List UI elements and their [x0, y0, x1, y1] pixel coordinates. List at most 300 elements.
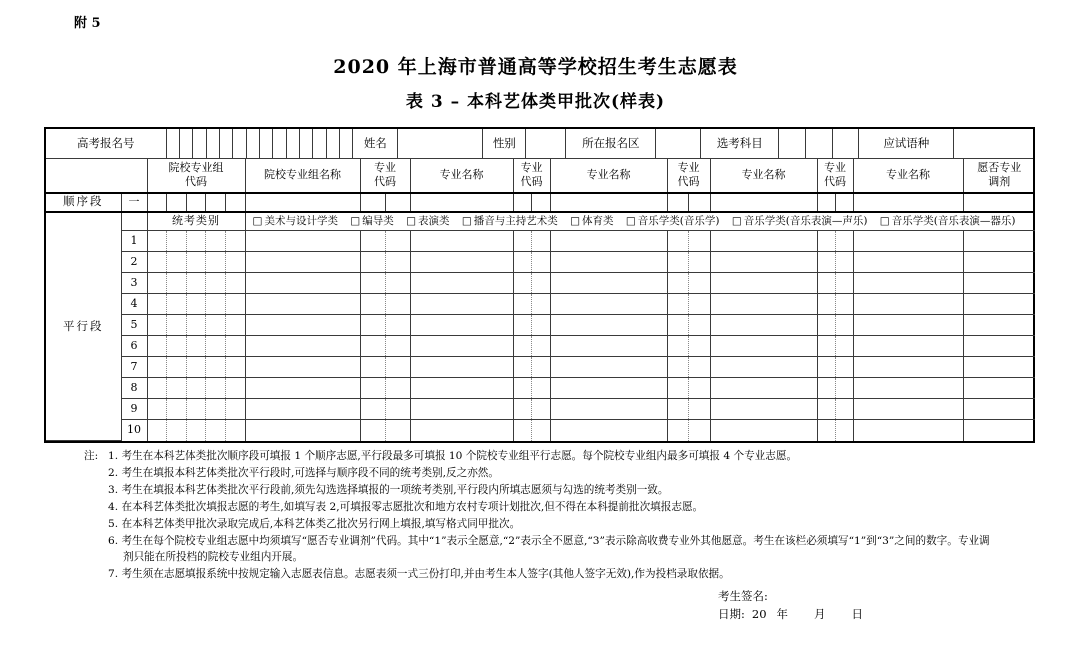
group-code-box[interactable]	[147, 231, 167, 252]
major-code-box[interactable]	[835, 252, 853, 273]
row-number: 一	[121, 193, 147, 212]
column-header-row	[46, 159, 1035, 193]
major-name-cell[interactable]	[710, 273, 817, 294]
checkbox-icon[interactable]: □	[570, 215, 581, 228]
group-name-cell[interactable]	[245, 294, 360, 315]
exam-category-option[interactable]: □ 音乐学类(音乐表演—器乐)	[879, 215, 1016, 228]
parallel-volunteer-row	[46, 357, 1035, 378]
group-name-cell[interactable]	[245, 399, 360, 420]
major-code-box[interactable]	[835, 336, 853, 357]
group-code-box[interactable]	[147, 336, 167, 357]
major-name-cell[interactable]	[410, 420, 513, 441]
major-code-box[interactable]	[689, 273, 711, 294]
group-code-box[interactable]	[206, 357, 226, 378]
exam-category-label: 统考类别	[147, 212, 245, 231]
group-name-cell[interactable]	[245, 315, 360, 336]
major-code-box[interactable]	[360, 193, 385, 212]
major-code-box[interactable]	[689, 231, 711, 252]
major-name-cell[interactable]	[710, 378, 817, 399]
reg-no-digit-box[interactable]	[193, 129, 206, 158]
major-name-cell[interactable]	[853, 273, 963, 294]
group-code-box[interactable]	[147, 420, 167, 441]
parallel-volunteer-row	[46, 399, 1035, 420]
major-name-cell[interactable]	[710, 399, 817, 420]
reg-no-digit-box[interactable]	[233, 129, 246, 158]
group-code-box[interactable]	[186, 357, 206, 378]
group-code-box[interactable]	[186, 294, 206, 315]
volunteer-grid	[46, 159, 1035, 442]
group-code-box[interactable]	[225, 336, 245, 357]
major-name-cell[interactable]	[550, 378, 667, 399]
major-code-box[interactable]	[513, 399, 532, 420]
reg-no-digit-box[interactable]	[219, 129, 232, 158]
checkbox-icon[interactable]: □	[350, 215, 361, 228]
month-char: 月	[814, 606, 826, 621]
day-char: 日	[851, 606, 864, 621]
exam-category-option[interactable]: □ 音乐学类(音乐表演—声乐)	[731, 215, 868, 228]
major-name-cell[interactable]	[550, 252, 667, 273]
major-code-box[interactable]	[532, 193, 551, 212]
volunteer-tbody	[46, 159, 1035, 441]
adjust-cell[interactable]	[963, 378, 1035, 399]
group-name-cell[interactable]	[245, 378, 360, 399]
major-code-box[interactable]	[835, 399, 853, 420]
major-code-box[interactable]	[385, 315, 410, 336]
major-code-box[interactable]	[360, 273, 385, 294]
group-code-box[interactable]	[167, 336, 187, 357]
parallel-volunteer-row	[46, 315, 1035, 336]
major-name-cell[interactable]	[410, 336, 513, 357]
row-number: 1	[121, 231, 147, 252]
major-code-box[interactable]	[689, 378, 711, 399]
parallel-volunteer-row	[46, 273, 1035, 294]
group-code-box[interactable]	[147, 399, 167, 420]
major-code-box[interactable]	[667, 231, 689, 252]
major-code-box[interactable]	[835, 315, 853, 336]
exam-category-option[interactable]: □ 播音与主持艺术类	[461, 215, 558, 228]
adjust-cell[interactable]	[963, 273, 1035, 294]
major-code-box[interactable]	[513, 231, 532, 252]
form-title: 2020 年上海市普通高等学校招生考生志愿表	[333, 56, 738, 78]
group-code-box[interactable]	[206, 399, 226, 420]
group-code-box[interactable]	[225, 357, 245, 378]
sequential-volunteer-row	[46, 193, 1035, 212]
reg-no-digit-box[interactable]	[326, 129, 339, 158]
form-subtitle: 表 3 – 本科艺体类甲批次(样表)	[405, 92, 666, 112]
major-name-cell[interactable]	[410, 315, 513, 336]
major-code-box[interactable]	[513, 294, 532, 315]
group-code-box[interactable]	[167, 273, 187, 294]
group-code-box[interactable]	[206, 420, 226, 441]
reg-no-digit-box[interactable]	[206, 129, 219, 158]
reg-no-digit-box[interactable]	[339, 129, 352, 158]
year-char: 年	[776, 606, 789, 621]
major-code-box[interactable]	[817, 336, 835, 357]
row-number: 6	[121, 336, 147, 357]
major-name-cell[interactable]	[410, 252, 513, 273]
major-name-cell[interactable]	[410, 193, 513, 212]
major-code-box[interactable]	[667, 336, 689, 357]
major-code-box[interactable]	[532, 315, 551, 336]
row-number: 5	[121, 315, 147, 336]
group-name-cell[interactable]	[245, 420, 360, 441]
major-name-cell[interactable]	[853, 193, 963, 212]
major-code-box[interactable]	[689, 399, 711, 420]
group-code-box[interactable]	[167, 231, 187, 252]
major-code-box[interactable]	[667, 252, 689, 273]
major-code-box[interactable]	[513, 193, 532, 212]
adjust-cell[interactable]	[963, 193, 1035, 212]
reg-no-digit-box[interactable]	[273, 129, 286, 158]
major-name-cell[interactable]	[410, 399, 513, 420]
group-code-box[interactable]	[186, 193, 206, 212]
major-name-cell[interactable]	[710, 294, 817, 315]
group-code-box[interactable]	[225, 273, 245, 294]
note-item: 4. 在本科艺体类批次填报志愿的考生,如填写表 2,可填报零志愿批次和地方农村专项计划批次,但不得在本科提前批次填报志愿。	[108, 500, 704, 513]
major-code-box[interactable]	[360, 357, 385, 378]
major-code-box[interactable]	[835, 273, 853, 294]
major-name-cell[interactable]	[550, 294, 667, 315]
major-code-box[interactable]	[532, 294, 551, 315]
group-name-cell[interactable]	[245, 231, 360, 252]
major-code-box[interactable]	[532, 399, 551, 420]
major-code-box[interactable]	[835, 378, 853, 399]
major-code-box[interactable]	[817, 420, 835, 441]
attachment-label: 附 5	[74, 16, 101, 31]
group-code-box[interactable]	[225, 294, 245, 315]
major-name-cell[interactable]	[853, 294, 963, 315]
major-code-box[interactable]	[385, 357, 410, 378]
major-name-cell[interactable]	[410, 273, 513, 294]
parallel-volunteer-row	[46, 252, 1035, 273]
major-name-cell[interactable]	[550, 357, 667, 378]
notes	[84, 448, 992, 583]
major-code-box[interactable]	[360, 420, 385, 441]
major-name-cell[interactable]	[550, 231, 667, 252]
reg-no-digit-box[interactable]	[299, 129, 312, 158]
major-name-cell[interactable]	[710, 336, 817, 357]
major-name-cell[interactable]	[710, 357, 817, 378]
major-code-box[interactable]	[532, 420, 551, 441]
group-name-cell[interactable]	[245, 252, 360, 273]
group-code-box[interactable]	[206, 193, 226, 212]
row-number: 10	[121, 420, 147, 441]
date-label: 日期:	[718, 606, 745, 621]
major-code-box[interactable]	[667, 399, 689, 420]
group-code-box[interactable]	[167, 378, 187, 399]
major-code-box[interactable]	[835, 193, 853, 212]
adjust-cell[interactable]	[963, 315, 1035, 336]
major-code-box[interactable]	[385, 193, 410, 212]
note-item: 2. 考生在填报本科艺体类批次平行段时,可选择与顺序段不同的统考类别,反之亦然。	[108, 466, 499, 479]
checkbox-icon[interactable]: □	[625, 215, 636, 228]
group-code-box[interactable]	[186, 378, 206, 399]
major-name-cell[interactable]	[710, 252, 817, 273]
group-code-box[interactable]	[147, 273, 167, 294]
parallel-volunteer-row	[46, 378, 1035, 399]
group-code-box[interactable]	[167, 399, 187, 420]
major-code-box[interactable]	[817, 193, 835, 212]
adjust-cell[interactable]	[963, 399, 1035, 420]
section-label-sequential: 顺序段	[46, 193, 121, 212]
major-code-box[interactable]	[667, 193, 689, 212]
major-name-cell[interactable]	[853, 399, 963, 420]
major-code-box[interactable]	[817, 252, 835, 273]
group-code-box[interactable]	[167, 252, 187, 273]
exam-category-option[interactable]: □ 表演类	[406, 215, 450, 228]
group-name-cell[interactable]	[245, 193, 360, 212]
major-code-box[interactable]	[835, 357, 853, 378]
major-code-box[interactable]	[360, 252, 385, 273]
checkbox-icon[interactable]: □	[461, 215, 472, 228]
checkbox-icon[interactable]: □	[879, 215, 890, 228]
adjust-cell[interactable]	[963, 420, 1035, 441]
row-number: 3	[121, 273, 147, 294]
major-code-box[interactable]	[513, 336, 532, 357]
major-code-box[interactable]	[385, 294, 410, 315]
header-major-name: 专业名称	[550, 159, 667, 193]
major-name-cell[interactable]	[853, 252, 963, 273]
exam-category-options	[245, 212, 1035, 231]
major-code-box[interactable]	[817, 294, 835, 315]
major-code-box[interactable]	[360, 399, 385, 420]
group-code-box[interactable]	[206, 336, 226, 357]
major-name-cell[interactable]	[550, 399, 667, 420]
group-code-box[interactable]	[167, 294, 187, 315]
major-code-box[interactable]	[532, 357, 551, 378]
major-name-cell[interactable]	[710, 231, 817, 252]
checkbox-icon[interactable]: □	[406, 215, 416, 228]
major-code-box[interactable]	[360, 378, 385, 399]
major-code-box[interactable]	[385, 252, 410, 273]
major-name-cell[interactable]	[853, 357, 963, 378]
name-value-cell[interactable]	[398, 129, 483, 158]
major-code-box[interactable]	[667, 273, 689, 294]
group-code-box[interactable]	[167, 420, 187, 441]
major-name-cell[interactable]	[710, 420, 817, 441]
group-code-box[interactable]	[147, 193, 167, 212]
major-name-cell[interactable]	[410, 378, 513, 399]
major-name-cell[interactable]	[410, 357, 513, 378]
major-code-box[interactable]	[667, 420, 689, 441]
gender-label: 性别	[483, 129, 526, 158]
major-code-box[interactable]	[513, 252, 532, 273]
group-code-box[interactable]	[206, 315, 226, 336]
major-name-cell[interactable]	[550, 315, 667, 336]
major-code-box[interactable]	[817, 378, 835, 399]
major-code-box[interactable]	[513, 420, 532, 441]
major-code-box[interactable]	[835, 231, 853, 252]
language-value-cell[interactable]	[954, 129, 1033, 158]
major-code-box[interactable]	[532, 378, 551, 399]
adjust-cell[interactable]	[963, 294, 1035, 315]
major-code-box[interactable]	[360, 294, 385, 315]
major-code-box[interactable]	[689, 252, 711, 273]
major-name-cell[interactable]	[410, 231, 513, 252]
group-code-box[interactable]	[186, 420, 206, 441]
major-code-box[interactable]	[667, 315, 689, 336]
header-group-code: 院校专业组 代码	[147, 159, 245, 193]
group-code-box[interactable]	[206, 378, 226, 399]
major-code-box[interactable]	[667, 357, 689, 378]
major-code-box[interactable]	[385, 273, 410, 294]
major-code-box[interactable]	[360, 336, 385, 357]
group-code-box[interactable]	[186, 399, 206, 420]
exam-category-option[interactable]: □ 体育类	[570, 215, 614, 228]
group-code-box[interactable]	[206, 231, 226, 252]
group-code-box[interactable]	[225, 420, 245, 441]
major-name-cell[interactable]	[853, 378, 963, 399]
reg-no-digit-box[interactable]	[313, 129, 326, 158]
note-item: 3. 考生在填报本科艺体类批次平行段前,须先勾选选择填报的一项统考类别,平行段内所填志愿须与勾选的统考类别一致。	[108, 483, 669, 496]
major-code-box[interactable]	[513, 378, 532, 399]
major-code-box[interactable]	[532, 273, 551, 294]
header-group-name: 院校专业组名称	[245, 159, 360, 193]
major-code-box[interactable]	[385, 399, 410, 420]
group-code-box[interactable]	[225, 399, 245, 420]
group-code-box[interactable]	[147, 294, 167, 315]
district-value-cell[interactable]	[656, 129, 701, 158]
group-code-box[interactable]	[206, 273, 226, 294]
major-code-box[interactable]	[817, 231, 835, 252]
major-code-box[interactable]	[360, 231, 385, 252]
major-name-cell[interactable]	[410, 294, 513, 315]
major-code-box[interactable]	[817, 273, 835, 294]
major-code-box[interactable]	[689, 336, 711, 357]
reg-no-digit-box[interactable]	[166, 129, 179, 158]
group-code-box[interactable]	[225, 315, 245, 336]
exam-category-row	[46, 212, 1035, 231]
adjust-cell[interactable]	[963, 357, 1035, 378]
checkbox-icon[interactable]: □	[252, 215, 263, 228]
major-name-cell[interactable]	[853, 315, 963, 336]
major-name-cell[interactable]	[550, 273, 667, 294]
major-code-box[interactable]	[532, 336, 551, 357]
major-code-box[interactable]	[835, 420, 853, 441]
group-code-box[interactable]	[186, 231, 206, 252]
checkbox-icon[interactable]: □	[731, 215, 742, 228]
group-code-box[interactable]	[147, 357, 167, 378]
major-code-box[interactable]	[385, 231, 410, 252]
date-line	[718, 606, 863, 624]
major-code-box[interactable]	[513, 357, 532, 378]
header-major-code: 专业 代码	[667, 159, 710, 193]
major-name-cell[interactable]	[550, 193, 667, 212]
group-code-box[interactable]	[147, 315, 167, 336]
major-name-cell[interactable]	[550, 336, 667, 357]
group-code-box[interactable]	[167, 357, 187, 378]
header-major-name: 专业名称	[853, 159, 963, 193]
reg-no-digit-box[interactable]	[286, 129, 299, 158]
subject-box[interactable]	[806, 129, 833, 158]
reg-no-digit-box[interactable]	[246, 129, 259, 158]
language-label: 应试语种	[859, 129, 954, 158]
exam-category-option[interactable]: □ 音乐学类(音乐学)	[625, 215, 720, 228]
group-code-box[interactable]	[186, 315, 206, 336]
group-code-box[interactable]	[206, 252, 226, 273]
major-code-box[interactable]	[689, 420, 711, 441]
district-label: 所在报名区	[566, 129, 656, 158]
major-name-cell[interactable]	[710, 193, 817, 212]
major-name-cell[interactable]	[853, 231, 963, 252]
reg-no-digit-box[interactable]	[259, 129, 272, 158]
header-major-code: 专业 代码	[360, 159, 410, 193]
major-name-cell[interactable]	[853, 420, 963, 441]
major-code-box[interactable]	[689, 193, 711, 212]
group-code-box[interactable]	[225, 193, 245, 212]
group-code-box[interactable]	[206, 294, 226, 315]
group-code-box[interactable]	[167, 315, 187, 336]
info-row	[46, 129, 1033, 158]
group-code-box[interactable]	[167, 193, 187, 212]
major-code-box[interactable]	[817, 399, 835, 420]
parallel-volunteer-row	[46, 336, 1035, 357]
exam-category-option[interactable]: □ 编导类	[350, 215, 394, 228]
major-code-box[interactable]	[835, 294, 853, 315]
major-code-box[interactable]	[532, 252, 551, 273]
note-item: 1. 考生在本科艺体类批次顺序段可填报 1 个顺序志愿,平行段最多可填报 10 个院校专业组平行志愿。每个院校专业组内最多可填报 4 个专业志愿。	[108, 450, 798, 462]
header-major-name: 专业名称	[410, 159, 513, 193]
major-code-box[interactable]	[667, 378, 689, 399]
header-major-name: 专业名称	[710, 159, 817, 193]
notes-prefix: 注:	[84, 450, 99, 462]
adjust-cell[interactable]	[963, 252, 1035, 273]
adjust-cell[interactable]	[963, 336, 1035, 357]
signature-block	[718, 588, 863, 623]
major-code-box[interactable]	[817, 357, 835, 378]
row-number: 4	[121, 294, 147, 315]
major-code-box[interactable]	[689, 315, 711, 336]
gender-value-cell[interactable]	[526, 129, 566, 158]
major-code-box[interactable]	[817, 315, 835, 336]
subject-box[interactable]	[833, 129, 859, 158]
parallel-volunteer-row	[46, 420, 1035, 441]
group-code-box[interactable]	[186, 336, 206, 357]
group-code-box[interactable]	[147, 378, 167, 399]
row-number: 8	[121, 378, 147, 399]
exam-category-option[interactable]: □ 美术与设计学类	[252, 215, 338, 228]
group-code-box[interactable]	[225, 231, 245, 252]
group-name-cell[interactable]	[245, 273, 360, 294]
major-code-box[interactable]	[385, 420, 410, 441]
section-label-parallel: 平行段	[46, 212, 121, 441]
group-code-box[interactable]	[186, 273, 206, 294]
header-major-code: 专业 代码	[513, 159, 550, 193]
major-code-box[interactable]	[513, 273, 532, 294]
group-name-cell[interactable]	[245, 357, 360, 378]
major-code-box[interactable]	[667, 294, 689, 315]
subject-box[interactable]	[779, 129, 806, 158]
reg-no-digit-box[interactable]	[179, 129, 192, 158]
major-code-box[interactable]	[513, 315, 532, 336]
major-name-cell[interactable]	[710, 315, 817, 336]
group-code-box[interactable]	[147, 252, 167, 273]
major-name-cell[interactable]	[853, 336, 963, 357]
parallel-volunteer-row	[46, 231, 1035, 252]
major-code-box[interactable]	[532, 231, 551, 252]
major-code-box[interactable]	[385, 378, 410, 399]
major-code-box[interactable]	[689, 294, 711, 315]
major-code-box[interactable]	[689, 357, 711, 378]
group-name-cell[interactable]	[245, 336, 360, 357]
major-code-box[interactable]	[385, 336, 410, 357]
group-code-box[interactable]	[186, 252, 206, 273]
adjust-cell[interactable]	[963, 231, 1035, 252]
major-code-box[interactable]	[360, 315, 385, 336]
major-name-cell[interactable]	[550, 420, 667, 441]
group-code-box[interactable]	[225, 252, 245, 273]
group-code-box[interactable]	[225, 378, 245, 399]
